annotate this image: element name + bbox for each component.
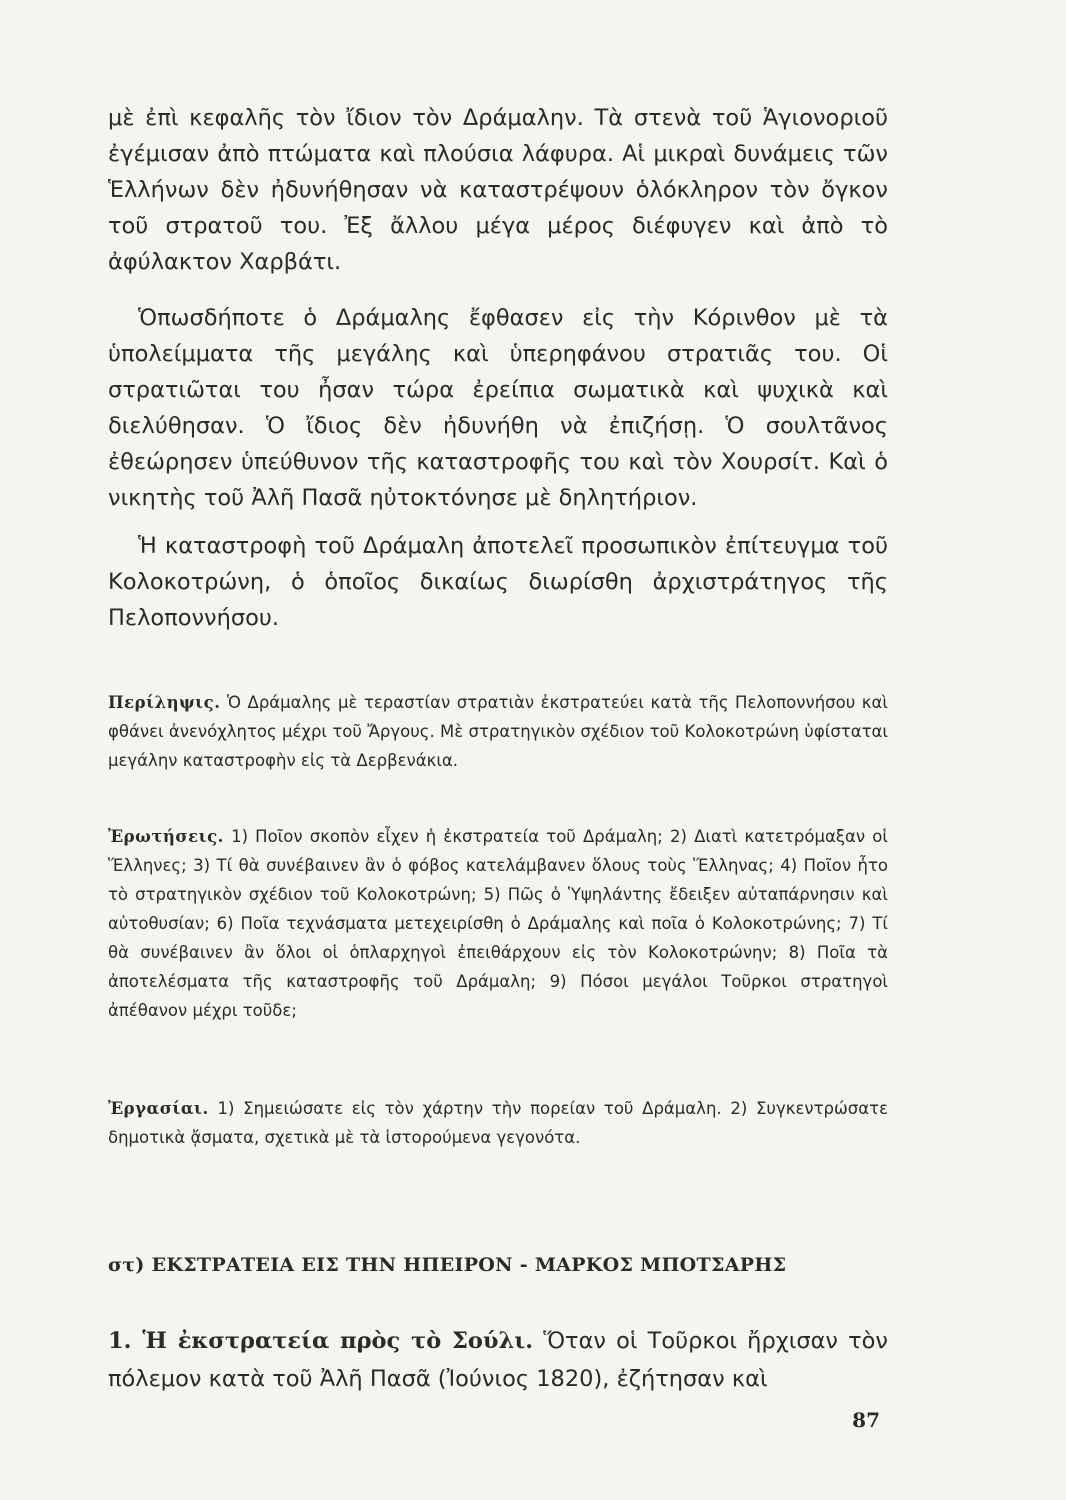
souli-text: Ὅταν οἱ Τοῦρκοι ἤρχισαν τὸν πόλεμον κατὰ τοῦ Ἀλῆ Πασᾶ (Ἰούνιος 1820), ἐζήτησαν καὶ	[108, 1328, 889, 1392]
souli-subheading: 1. Ἡ ἐκστρατεία πρὸς τὸ Σούλι.	[108, 1328, 534, 1354]
paragraph-souli-campaign	[108, 1322, 888, 1398]
tasks-text: 1) Σημειώσατε εἰς τὸν χάρτην τὴν πορείαν τοῦ Δράμαλη. 2) Συγκεντρώσατε δημοτικὰ ᾄσματα, σχετικὰ μὲ τὰ ἱστορούμενα γεγονότα.	[108, 1099, 888, 1147]
section-heading: στ) ΕΚΣΤΡΑΤΕΙΑ ΕΙΣ ΤΗΝ ΗΠΕΙΡΟΝ - ΜΑΡΚΟΣ ΜΠΟΤΣΑΡΗΣ	[108, 1254, 787, 1276]
tasks-block	[108, 1094, 888, 1152]
page-number: 87	[852, 1408, 880, 1432]
summary-label: Περίληψις.	[108, 693, 221, 712]
questions-block	[108, 822, 888, 1025]
paragraph-drama-defeat: μὲ ἐπὶ κεφαλῆς τὸν ἴδιον τὸν Δράμαλην. Τὰ στενὰ τοῦ Ἁγιονοριοῦ ἐγέμισαν ἀπὸ πτώματα καὶ πλούσια λάφυρα. Αἱ μικραὶ δυνάμεις τῶν Ἑλλήνων δὲν ἠδυνήθησαν νὰ καταστρέψουν ὁλόκληρον τὸν ὄγκον τοῦ στρατοῦ του. Ἐξ ἄλλου μέγα μέρος διέφυγεν καὶ ἀπὸ τὸ ἀφύλακτον Χαρβάτι.	[108, 105, 888, 275]
questions-text: 1) Ποῖον σκοπὸν εἶχεν ἡ ἐκστρατεία τοῦ Δράμαλη; 2) Διατὶ κατετρόμαξαν οἱ Ἕλληνες; 3) Τί θὰ συνέβαινεν ἂν ὁ φόβος κατελάμβανεν ὅλους τοὺς Ἕλληνας; 4) Ποῖον ἦτο τὸ στρατηγικὸν σχέδιον τοῦ Κολοκοτρώνη; 5) Πῶς ὁ Ὑψηλάντης ἔδειξεν αὐταπάρνησιν καὶ αὐτοθυσίαν; 6) Ποῖα τεχνάσματα μετεχειρίσθη ὁ Δράμαλης καὶ ποῖα ὁ Κολοκοτρώνης; 7) Τί θὰ συνέβαινεν ἂν ὅλοι οἱ ὁπλαρχηγοὶ ἐπειθάρχουν εἰς τὸν Κολοκοτρώνην; 8) Ποῖα τὰ ἀποτελέσματα τῆς καταστροφῆς τοῦ Δράμαλη; 9) Πόσοι μεγάλοι Τοῦρκοι στρατηγοὶ ἀπέθανον μέχρι τοῦδε;	[108, 827, 888, 1020]
summary-block	[108, 688, 888, 775]
tasks-label: Ἐργασίαι.	[108, 1099, 209, 1118]
paragraph-corinth-aftermath: Ὁπωσδήποτε ὁ Δράμαλης ἔφθασεν εἰς τὴν Κόρινθον μὲ τὰ ὑπολείμματα τῆς μεγάλης καὶ ὑπερηφάνου στρατιᾶς του. Οἱ στρατιῶται του ἦσαν τώρα ἐρείπια σωματικὰ καὶ ψυχικὰ καὶ διελύθησαν. Ὁ ἴδιος δὲν ἠδυνήθη νὰ ἐπιζήσῃ. Ὁ σουλτᾶνος ἐθεώρησεν ὑπεύθυνον τῆς καταστροφῆς του καὶ τὸν Χουρσίτ. Καὶ ὁ νικητὴς τοῦ Ἀλῆ Πασᾶ ηὐτοκτόνησε μὲ δηλητήριον.	[108, 305, 888, 511]
paragraph-kolokotronis-achievement: Ἡ καταστροφὴ τοῦ Δράμαλη ἀποτελεῖ προσωπικὸν ἐπίτευγμα τοῦ Κολοκοτρώνη, ὁ ὁποῖος δικαίως διωρίσθη ἀρχιστράτηγος τῆς Πελοποννήσου.	[108, 533, 888, 631]
summary-text: Ὁ Δράμαλης μὲ τεραστίαν στρατιὰν ἐκστρατεύει κατὰ τῆς Πελοποννήσου καὶ φθάνει ἀνενόχλητος μέχρι τοῦ Ἄργους. Μὲ στρατηγικὸν σχέδιον τοῦ Κολοκοτρώνη ὑφίσταται μεγάλην καταστροφὴν εἰς τὰ Δερβενάκια.	[108, 693, 888, 770]
questions-label: Ἐρωτήσεις.	[108, 827, 224, 846]
